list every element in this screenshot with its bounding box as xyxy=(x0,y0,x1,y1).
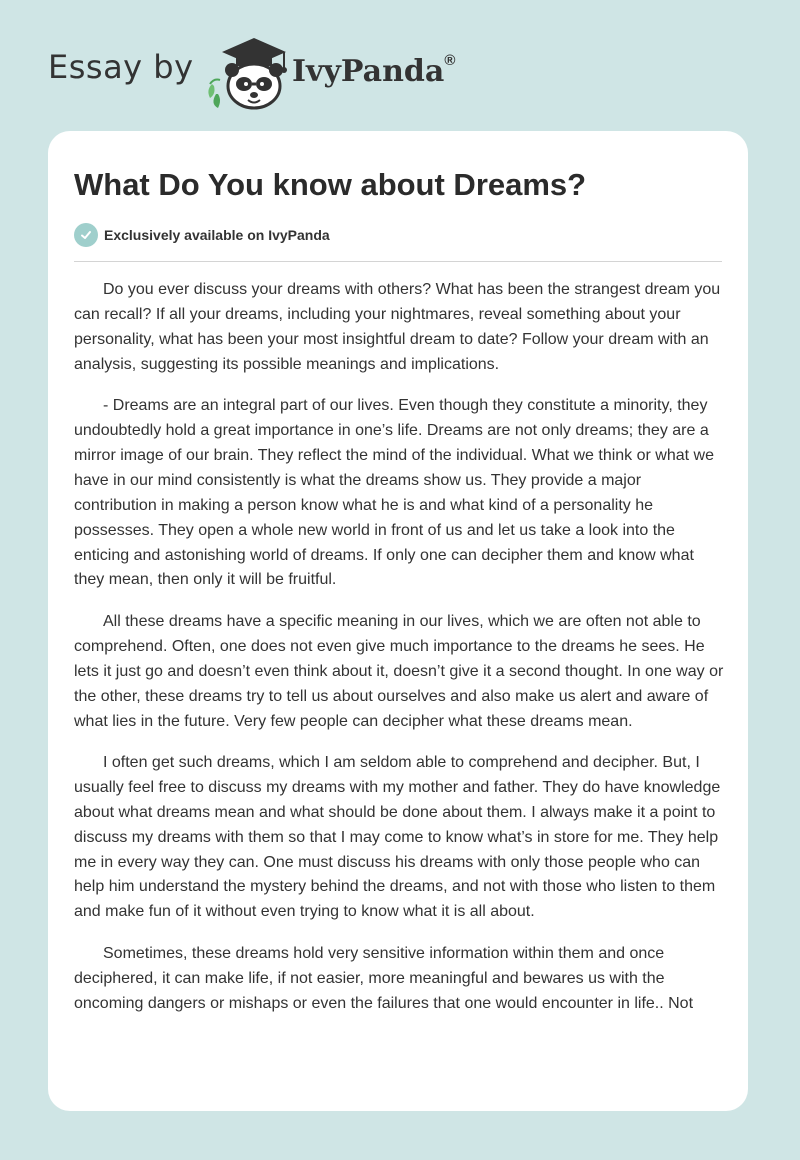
page-title: What Do You know about Dreams? xyxy=(74,167,587,202)
paragraph: Sometimes, these dreams hold very sensitive information within them and once deciphered, it can make life, if not easier, more meaningful and bewares us with the oncoming dangers or mishaps or even the failures that one would encounter in life.. Not xyxy=(74,944,694,1012)
site-brand[interactable] xyxy=(48,30,508,110)
essay-card xyxy=(48,131,748,1111)
paragraph: Do you ever discuss your dreams with others? What has been the strangest dream you can recall? If all your dreams, including your nightmares, reveal something about your personality, what has been your most insightful dream to date? Follow your dream with an analysis, suggesting its possible meanings and implications. xyxy=(74,281,721,373)
exclusive-badge xyxy=(74,222,330,248)
panda-graduation-cap-icon xyxy=(202,34,292,112)
brand-name: IvyPanda® xyxy=(292,52,456,89)
brand-prefix: Essay by xyxy=(48,48,194,86)
essay-body xyxy=(74,278,724,1033)
check-circle-icon xyxy=(74,223,98,247)
divider xyxy=(74,261,722,262)
registered-mark: ® xyxy=(444,52,456,69)
paragraph: - Dreams are an integral part of our lives. Even though they constitute a minority, they undoubtedly hold a great importance in one’s life. Dreams are not only dreams; they are a mirror image of our brain. They reflect the mind of the individual. What we think or what we have in our mind consistently is what the dreams show us. They provide a major contribution in making a person know what he is and what kind of a personality he possesses. They open a whole new world in front of us and let us take a look into the enticing and astonishing world of dreams. If only one can decipher them and know what they mean, then only it will be fruitful. xyxy=(74,397,714,589)
paragraph: All these dreams have a specific meaning in our lives, which we are often not able to comprehend. Often, one does not even give much importance to the dreams he sees. He lets it just go and doesn’t even think about it, doesn’t give it a second thought. In one way or the other, these dreams try to tell us about ourselves and also make us alert and aware of what lies in the future. Very few people can decipher what these dreams mean. xyxy=(74,612,724,730)
badge-text: Exclusively available on IvyPanda xyxy=(104,227,330,243)
paragraph: I often get such dreams, which I am seldom able to comprehend and decipher. But, I usually feel free to discuss my dreams with my mother and father. They do have knowledge about what dreams mean and what should be done about them. I always make it a point to discuss my dreams with them so that I may come to know what’s in store for me. They help me in every way they can. One must discuss his dreams with only those people who can help him understand the mystery behind the dreams, and not with those who listen to them and make fun of it without even trying to know what it is all about. xyxy=(74,753,721,921)
